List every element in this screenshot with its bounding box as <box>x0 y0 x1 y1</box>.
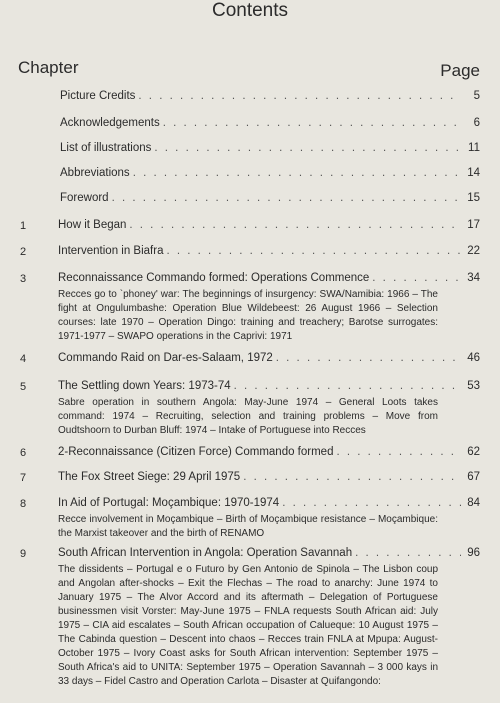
leader-dots <box>234 380 461 392</box>
entry-page: 14 <box>467 167 480 179</box>
chapter-description: Recce involvement in Moçambique – Birth of Moçambique resistance – Moçambique: the Marxist takeover and the birth of RENAMO <box>58 514 438 539</box>
chapter-number: 2 <box>20 246 27 258</box>
entry-page: 6 <box>473 117 480 129</box>
entry-title: Picture Credits <box>60 90 136 102</box>
leader-dots <box>282 497 461 509</box>
leader-dots <box>372 272 461 284</box>
entry-title: In Aid of Portugal: Moçambique: 1970-1974 <box>58 497 280 509</box>
leader-dots <box>336 446 461 458</box>
entry-title: Reconnaissance Commando formed: Operations Commence <box>58 272 370 284</box>
entry-title: 2-Reconnaissance (Citizen Force) Commando formed <box>58 446 334 458</box>
entry-page: 67 <box>467 471 480 483</box>
entry-title: South African Intervention in Angola: Operation Savannah <box>58 547 353 559</box>
entry-page: 53 <box>467 380 480 392</box>
chapter-number: 4 <box>20 353 27 365</box>
entry-title: How it Began <box>58 219 127 231</box>
entry-title: Acknowledgements <box>60 117 160 129</box>
entry-page: 15 <box>467 192 480 204</box>
chapter-number: 1 <box>20 220 27 232</box>
leader-dots <box>133 167 461 179</box>
entry-page: 34 <box>467 272 480 284</box>
leader-dots <box>276 352 461 364</box>
entry-title: Commando Raid on Dar-es-Salaam, 1972 <box>58 352 273 364</box>
chapter-column-label: Chapter <box>18 58 79 77</box>
entry-title: Intervention in Biafra <box>58 245 164 257</box>
chapter-description: The dissidents – Portugal e o Futuro by Gen Antonio de Spinola – The Lisbon coup and Angolan after-shocks – Exit the Flechas – The road to anarchy: June 1974 to January 1975 – The Alvor Accord and its aftermath – Delegation of Portuguese businessmen visit Vorster: May-June 1975 – FNLA requests South African aid: July 1975 – CIA aid escalates – South African occupation of Calueque: 10 August 1975 – The Cabinda question – Descent into chaos – Recces train FNLA at Mpupa: August-October 1975 – Ivory Coast asks for South African intervention: September 1975 – South Africa's aid to UNITA: September 1975 – Operation Savannah – 3 000 kays in 33 days – Fidel Castro and Operation Carlota – Disaster at Quifangondo: <box>58 564 438 687</box>
entry-page: 84 <box>467 497 480 509</box>
entry-page: 11 <box>468 142 480 154</box>
chapter-number: 3 <box>20 273 27 285</box>
page-title: Contents <box>211 0 289 21</box>
chapter-number: 9 <box>20 548 27 560</box>
entry-page: 5 <box>473 90 480 102</box>
chapter-description: Recces go to `phoney' war: The beginnings of insurgency: SWA/Namibia: 1966 – The fight at Ongulumbashe: Operation Blue Wildebeest: 26 August 1966 – Selection courses: late 1970 – Operation Dingo: training and treachery; Barotse surrogates: 1971-1977 – SWAPO operations in the Caprivi: 1971 <box>58 289 438 342</box>
leader-dots <box>138 90 461 102</box>
chapter-number: 7 <box>20 472 27 484</box>
leader-dots <box>355 547 461 559</box>
entry-title: The Settling down Years: 1973-74 <box>58 380 231 392</box>
entry-page: 17 <box>467 219 480 231</box>
leader-dots <box>112 192 461 204</box>
chapter-number: 8 <box>20 498 27 510</box>
entry-page: 22 <box>467 245 480 257</box>
entry-title: The Fox Street Siege: 29 April 1975 <box>58 471 241 483</box>
chapter-number: 6 <box>20 447 27 459</box>
leader-dots <box>163 117 461 129</box>
page-column-label: Page <box>440 61 480 80</box>
leader-dots <box>166 245 461 257</box>
entry-page: 46 <box>467 352 480 364</box>
leader-dots <box>129 219 461 231</box>
entry-title: Abbreviations <box>60 167 130 179</box>
chapter-description: Sabre operation in southern Angola: May-June 1974 – General Loots takes command: 1974 – Recruiting, selection and training problems – Move from Oudtshoorn to Durban Bluff: 1974 – Intake of Portuguese into Recces <box>58 397 438 436</box>
leader-dots <box>154 142 461 154</box>
entry-page: 96 <box>467 547 480 559</box>
entry-title: Foreword <box>60 192 109 204</box>
entry-page: 62 <box>467 446 480 458</box>
chapter-number: 5 <box>20 381 27 393</box>
leader-dots <box>243 471 461 483</box>
entry-title: List of illustrations <box>60 142 152 154</box>
